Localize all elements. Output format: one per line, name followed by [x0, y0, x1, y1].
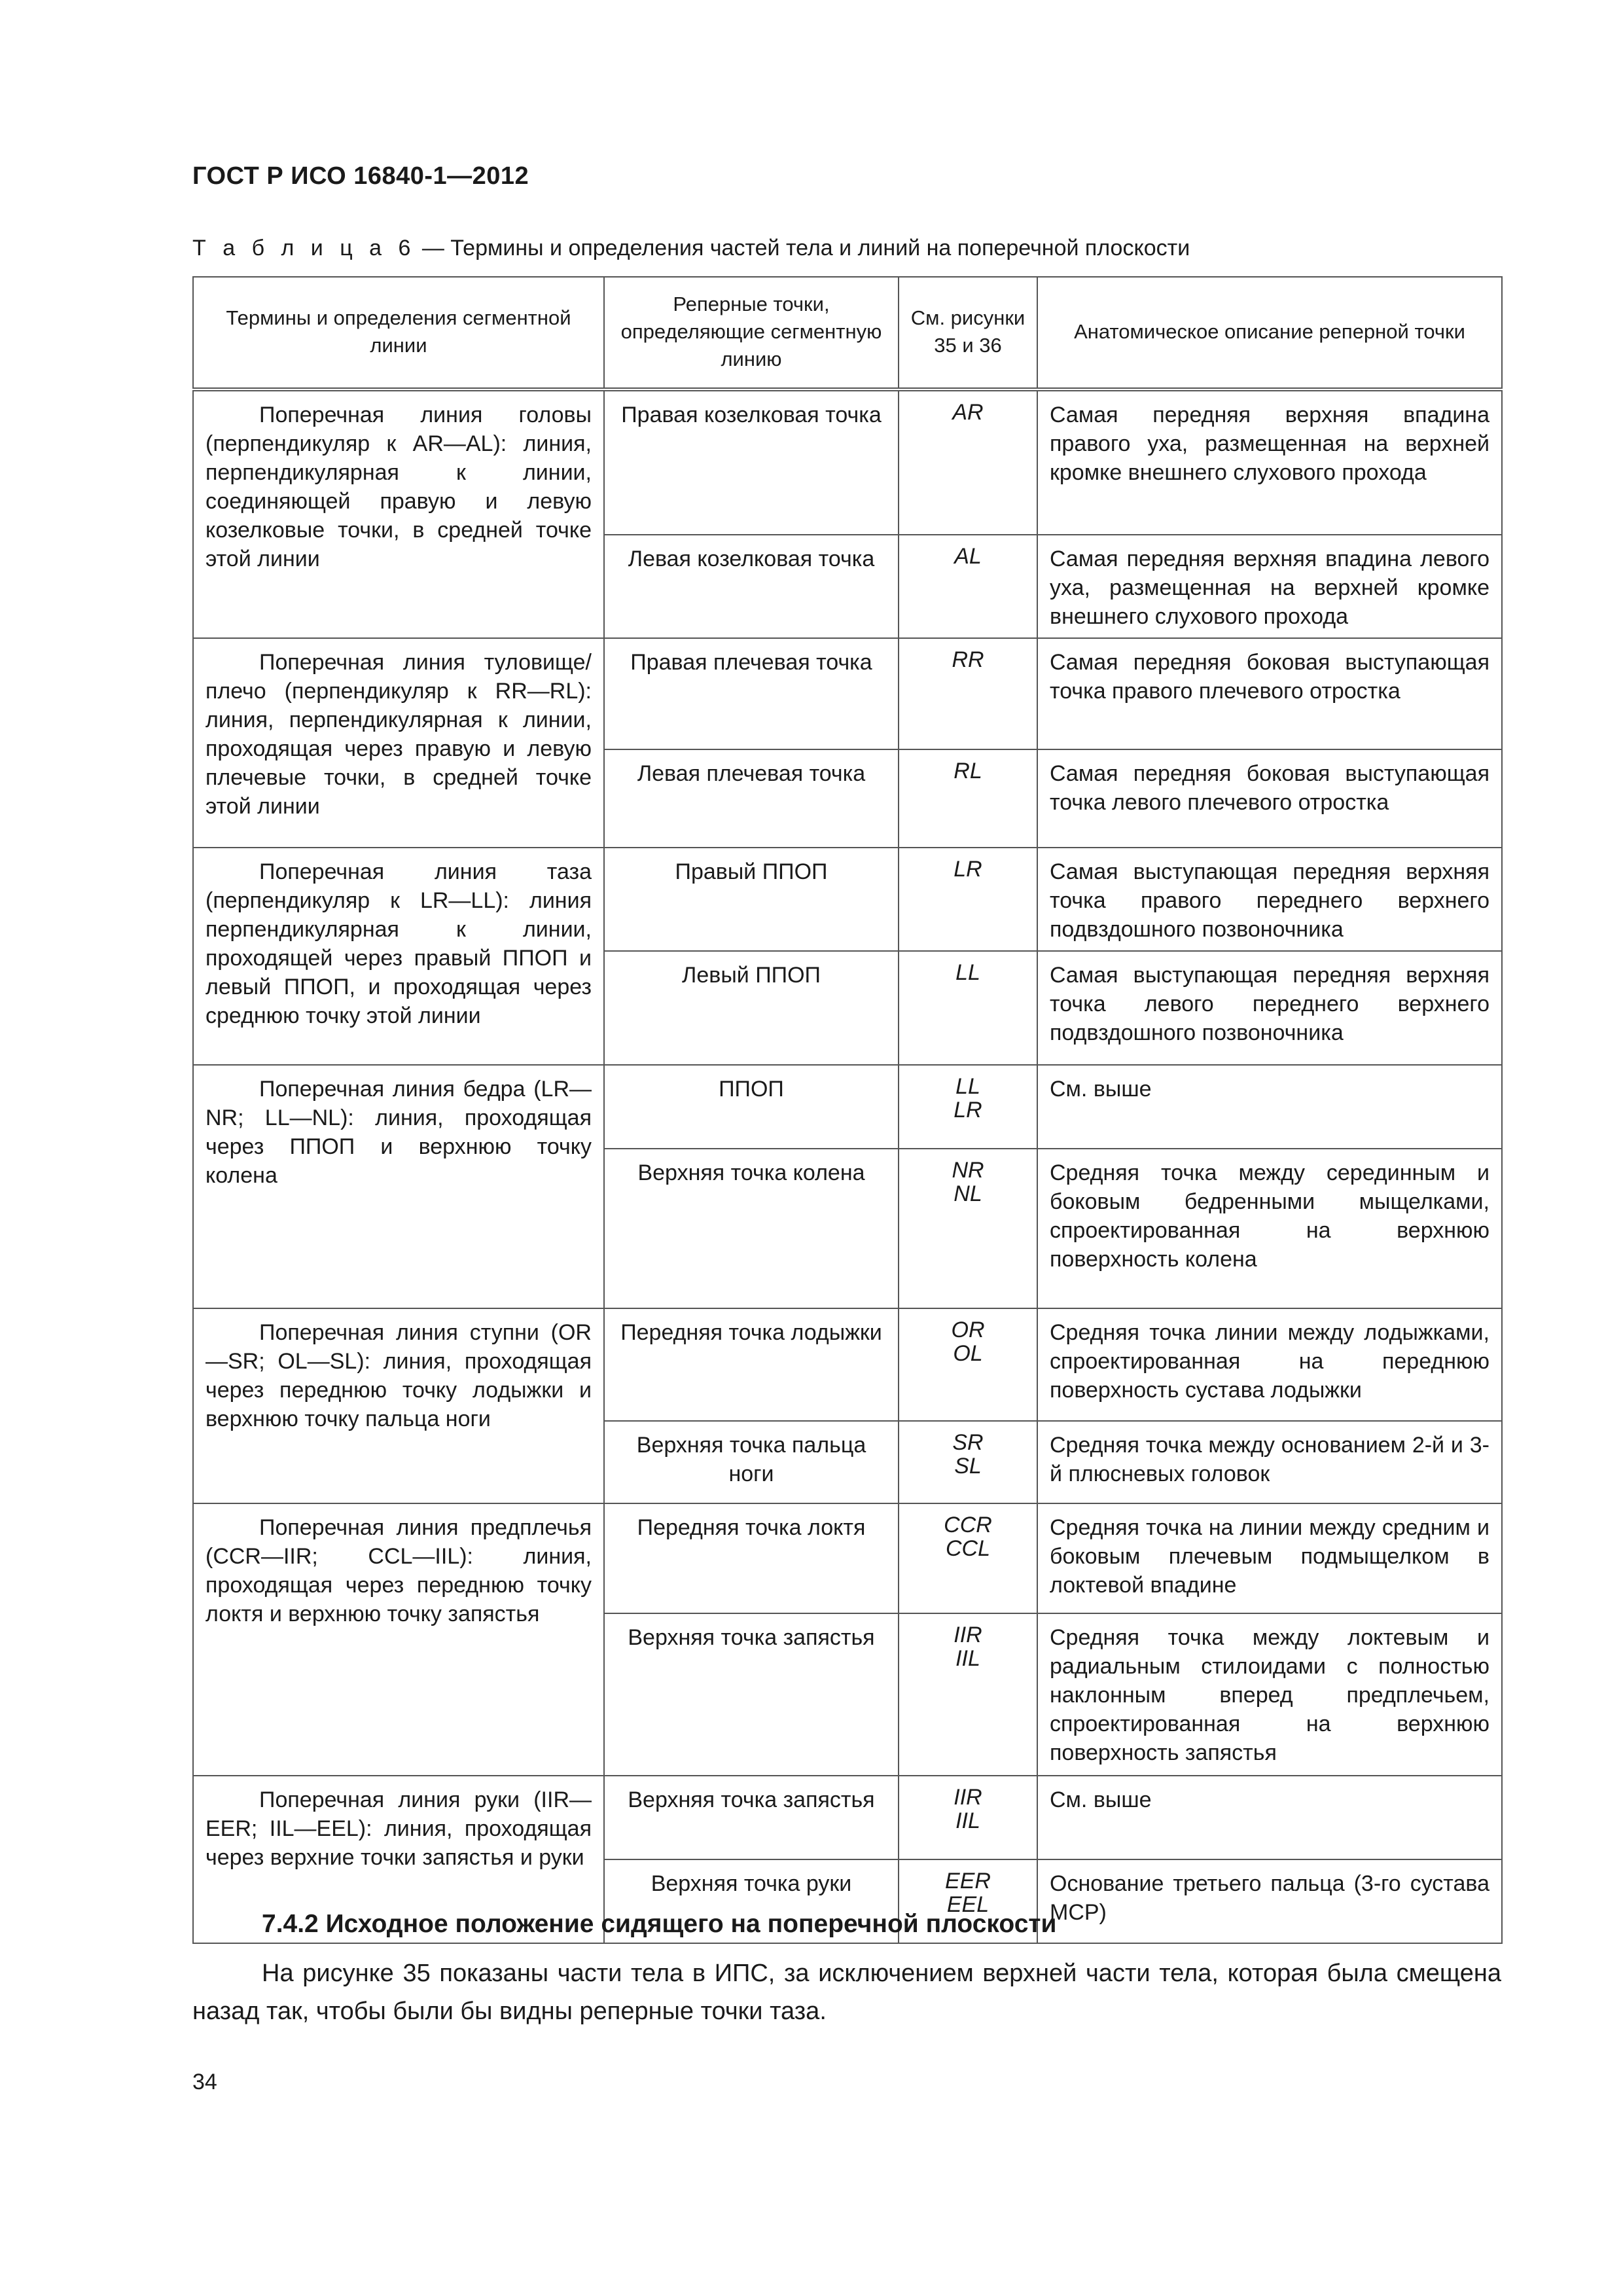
header-anatomical-description: Анатомическое описание реперной точки [1037, 277, 1502, 389]
term-text: Поперечная линия ступни (OR—SR; OL—SL): линия, проходящая через переднюю точку лодыжки и верхнюю точку пальца ноги [205, 1320, 592, 1431]
anatomical-description-cell: Самая передняя верхняя впадина левого уха, размещенная на верхней кромке внешнего слухового прохода [1037, 535, 1502, 638]
anatomical-description-cell: Самая передняя верхняя впадина правого уха, размещенная на верхней кромке внешнего слухового прохода [1037, 389, 1502, 535]
anatomical-description-cell: Средняя точка линии между лодыжками, спроектированная на переднюю поверхность сустава лодыжки [1037, 1308, 1502, 1421]
anatomical-description-cell: Средняя точка между основанием 2-й и 3-й плюсневых головок [1037, 1421, 1502, 1503]
reference-point-cell: Левая козелковая точка [604, 535, 899, 638]
figure-symbol: LL [955, 960, 980, 985]
figure-symbol: OL [953, 1341, 983, 1366]
anatomical-description-cell: Самая передняя боковая выступающая точка правого плечевого отростка [1037, 638, 1502, 749]
term-cell [193, 848, 604, 1065]
reference-point-cell: Верхняя точка руки [604, 1859, 899, 1943]
page-number: 34 [192, 2070, 217, 2094]
figure-symbol: NR [952, 1158, 984, 1183]
anatomical-description-cell: См. выше [1037, 1065, 1502, 1149]
figure-symbol-cell [899, 535, 1037, 638]
section-body: На рисунке 35 показаны части тела в ИПС, за исключением верхней части тела, которая была смещена назад так, чтобы были бы видны реперные точки таза. [192, 1960, 1501, 2025]
header-figures: См. рисунки 35 и 36 [899, 277, 1037, 389]
terms-table [192, 276, 1503, 1944]
figure-symbol: AR [952, 400, 984, 425]
figure-symbol-cell [899, 1503, 1037, 1613]
table-body [193, 389, 1502, 1943]
figure-symbol: OR [951, 1318, 985, 1342]
term-cell [193, 1308, 604, 1503]
figure-symbol: RL [954, 759, 982, 783]
anatomical-description-cell: Самая выступающая передняя верхняя точка левого переднего верхнего подвздошного позвоночника [1037, 951, 1502, 1065]
figure-symbol: SL [954, 1454, 982, 1479]
header-reference-points: Реперные точки, определяющие сегментную линию [604, 277, 899, 389]
figure-symbol: NL [954, 1181, 982, 1206]
figure-symbol-cell [899, 749, 1037, 848]
anatomical-description-cell: Средняя точка между серединным и боковым бедренными мыщелками, спроектированная на верхнюю поверхность колена [1037, 1149, 1502, 1308]
term-text: Поперечная линия бедра (LR—NR; LL—NL): линия, проходящая через ППОП и верхнюю точку колена [205, 1077, 592, 1188]
reference-point-cell: Передняя точка локтя [604, 1503, 899, 1613]
term-text: Поперечная линия туловище/плечо (перпендикуляр к RR—RL): линия, перпендикулярная к линии, проходящая через правую и левую плечевые точки, в средней точке этой линии [205, 650, 592, 819]
reference-point-cell: Передняя точка лодыжки [604, 1308, 899, 1421]
figure-symbol: IIL [955, 1646, 980, 1671]
reference-point-cell: Правая козелковая точка [604, 389, 899, 535]
table-row [193, 1776, 1502, 1859]
reference-point-cell: Верхняя точка колена [604, 1149, 899, 1308]
table-caption [192, 236, 1190, 261]
table-row [193, 1065, 1502, 1149]
table-header-row [193, 277, 1502, 389]
figure-symbol: EEL [946, 1892, 990, 1917]
table-row [193, 638, 1502, 749]
term-cell [193, 1503, 604, 1776]
figure-symbol-cell [899, 1149, 1037, 1308]
table-row [193, 389, 1502, 535]
table-caption-label: Т а б л и ц а 6 [192, 236, 416, 260]
term-text: Поперечная линия предплечья (CCR—IIR; CCL—IIL): линия, проходящая через переднюю точку локтя и верхнюю точку запястья [205, 1515, 592, 1626]
figure-symbol-cell [899, 638, 1037, 749]
reference-point-cell: Правая плечевая точка [604, 638, 899, 749]
figure-symbol: AL [954, 544, 982, 569]
term-cell [193, 1065, 604, 1308]
term-cell [193, 389, 604, 638]
anatomical-description-cell: Средняя точка на линии между средним и боковым плечевым подмыщелком в локтевой впадине [1037, 1503, 1502, 1613]
reference-point-cell: Верхняя точка запястья [604, 1613, 899, 1776]
section-heading: 7.4.2 Исходное положение сидящего на поперечной плоскости [262, 1910, 1057, 1938]
figure-symbol: LR [954, 857, 982, 882]
figure-symbol-cell [899, 1065, 1037, 1149]
table-row [193, 1308, 1502, 1421]
figure-symbol: IIR [954, 1623, 982, 1647]
figure-symbol: CCR [944, 1513, 992, 1537]
reference-point-cell: Верхняя точка запястья [604, 1776, 899, 1859]
figure-symbol-cell [899, 848, 1037, 951]
header-terms: Термины и определения сегментной линии [193, 277, 604, 389]
figure-symbol: CCL [945, 1536, 991, 1561]
anatomical-description-cell: Самая выступающая передняя верхняя точка правого переднего верхнего подвздошного позвоночника [1037, 848, 1502, 951]
anatomical-description-cell: Основание третьего пальца (3-го сустава МСР) [1037, 1859, 1502, 1943]
figure-symbol: RR [952, 647, 984, 672]
term-text: Поперечная линия головы (перпендикуляр к AR—AL): линия, перпендикулярная к линии, соединяющей правую и левую козелковые точки, в средней точке этой линии [205, 403, 592, 571]
reference-point-cell: Верхняя точка пальца ноги [604, 1421, 899, 1503]
reference-point-cell: Левый ППОП [604, 951, 899, 1065]
term-cell [193, 638, 604, 848]
figure-symbol-cell [899, 1308, 1037, 1421]
figure-symbol: LR [954, 1098, 982, 1122]
term-text: Поперечная линия таза (перпендикуляр к LR—LL): линия перпендикулярная к линии, проходящей через правый ППОП и левый ППОП, и проходящая через среднюю точку этой линии [205, 859, 592, 1028]
table-row [193, 848, 1502, 951]
term-text: Поперечная линия руки (IIR—EER; IIL—EEL): линия, проходящая через верхние точки запястья и руки [205, 1787, 592, 1870]
anatomical-description-cell: См. выше [1037, 1776, 1502, 1859]
figure-symbol-cell [899, 1613, 1037, 1776]
figure-symbol: IIL [955, 1808, 980, 1833]
figure-symbol-cell [899, 389, 1037, 535]
reference-point-cell: Правый ППОП [604, 848, 899, 951]
figure-symbol: LL [955, 1074, 980, 1099]
table-caption-text: — Термины и определения частей тела и линий на поперечной плоскости [416, 236, 1190, 260]
figure-symbol-cell [899, 1776, 1037, 1859]
figure-symbol: SR [952, 1430, 984, 1455]
figure-symbol-cell [899, 1421, 1037, 1503]
reference-point-cell: Левая плечевая точка [604, 749, 899, 848]
document-standard-number: ГОСТ Р ИСО 16840-1—2012 [192, 162, 529, 190]
figure-symbol: IIR [954, 1785, 982, 1810]
reference-point-cell: ППОП [604, 1065, 899, 1149]
figure-symbol-cell [899, 951, 1037, 1065]
anatomical-description-cell: Самая передняя боковая выступающая точка левого плечевого отростка [1037, 749, 1502, 848]
anatomical-description-cell: Средняя точка между локтевым и радиальным стилоидами с полностью наклонным вперед предплечьем, спроектированная на верхнюю поверхность запястья [1037, 1613, 1502, 1776]
table-row [193, 1503, 1502, 1613]
figure-symbol: EER [945, 1869, 991, 1893]
